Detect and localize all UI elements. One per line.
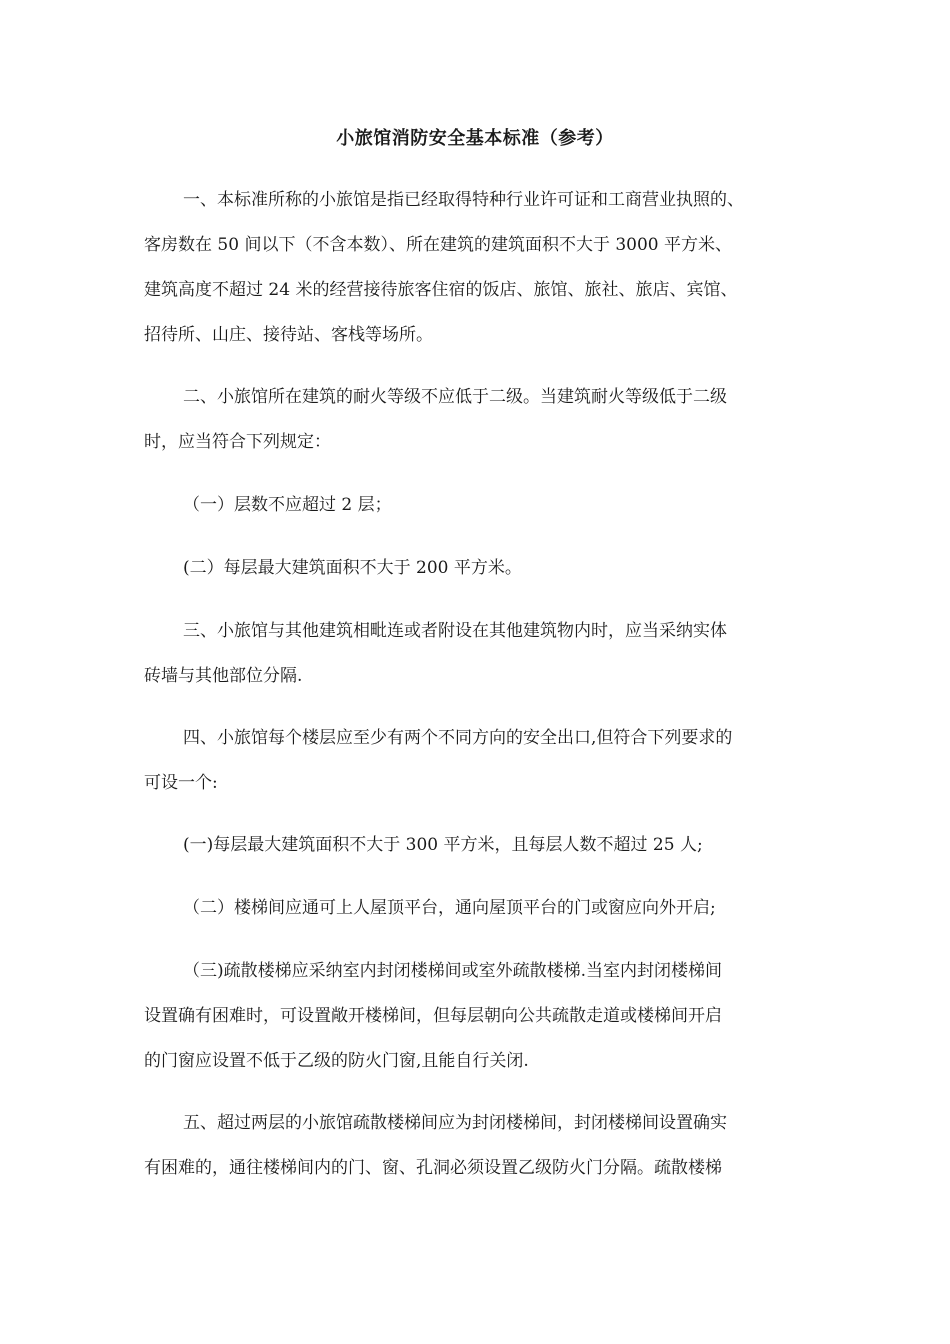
document-title: 小旅馆消防安全基本标准（参考） xyxy=(336,128,614,149)
paragraph-5-line-2: 有困难的，通往楼梯间内的门、窗、孔洞必须设置乙级防火门分隔。疏散楼梯 xyxy=(144,1158,722,1178)
paragraph-1-line-3: 建筑高度不超过 24 米的经营接待旅客住宿的饭店、旅馆、旅社、旅店、宾馆、 xyxy=(144,280,738,300)
paragraph-1-line-2: 客房数在 50 间以下（不含本数）、所在建筑的建筑面积不大于 3000 平方米、 xyxy=(144,235,733,255)
paragraph-2-item-1: （一）层数不应超过 2 层； xyxy=(183,495,392,515)
paragraph-4-item-3-line-2: 设置确有困难时，可设置敞开楼梯间，但每层朝向公共疏散走道或楼梯间开启 xyxy=(144,1006,722,1026)
paragraph-1-line-4: 招待所、山庄、接待站、客栈等场所。 xyxy=(144,325,433,345)
paragraph-1-line-1: 一、本标准所称的小旅馆是指已经取得特种行业许可证和工商营业执照的、 xyxy=(183,190,744,210)
paragraph-4-line-2: 可设一个: xyxy=(144,773,218,793)
paragraph-4-item-2: （二）楼梯间应通可上人屋顶平台，通向屋顶平台的门或窗应向外开启; xyxy=(183,898,716,918)
paragraph-5-line-1: 五、超过两层的小旅馆疏散楼梯间应为封闭楼梯间，封闭楼梯间设置确实 xyxy=(183,1113,727,1133)
paragraph-4-item-1: (一)每层最大建筑面积不大于 300 平方米，且每层人数不超过 25 人; xyxy=(183,835,703,855)
paragraph-3-line-2: 砖墙与其他部位分隔. xyxy=(144,666,303,686)
paragraph-4-line-1: 四、小旅馆每个楼层应至少有两个不同方向的安全出口,但符合下列要求的 xyxy=(183,728,733,748)
paragraph-4-item-3-line-1: （三)疏散楼梯应采纳室内封闭楼梯间或室外疏散楼梯.当室内封闭楼梯间 xyxy=(183,961,723,981)
paragraph-2-line-2: 时，应当符合下列规定： xyxy=(144,432,331,452)
paragraph-2-line-1: 二、小旅馆所在建筑的耐火等级不应低于二级。当建筑耐火等级低于二级 xyxy=(183,387,727,407)
paragraph-3-line-1: 三、小旅馆与其他建筑相毗连或者附设在其他建筑物内时，应当采纳实体 xyxy=(183,621,727,641)
paragraph-2-item-2: (二）每层最大建筑面积不大于 200 平方米。 xyxy=(183,558,522,578)
paragraph-4-item-3-line-3: 的门窗应设置不低于乙级的防火门窗,且能自行关闭. xyxy=(144,1051,529,1071)
